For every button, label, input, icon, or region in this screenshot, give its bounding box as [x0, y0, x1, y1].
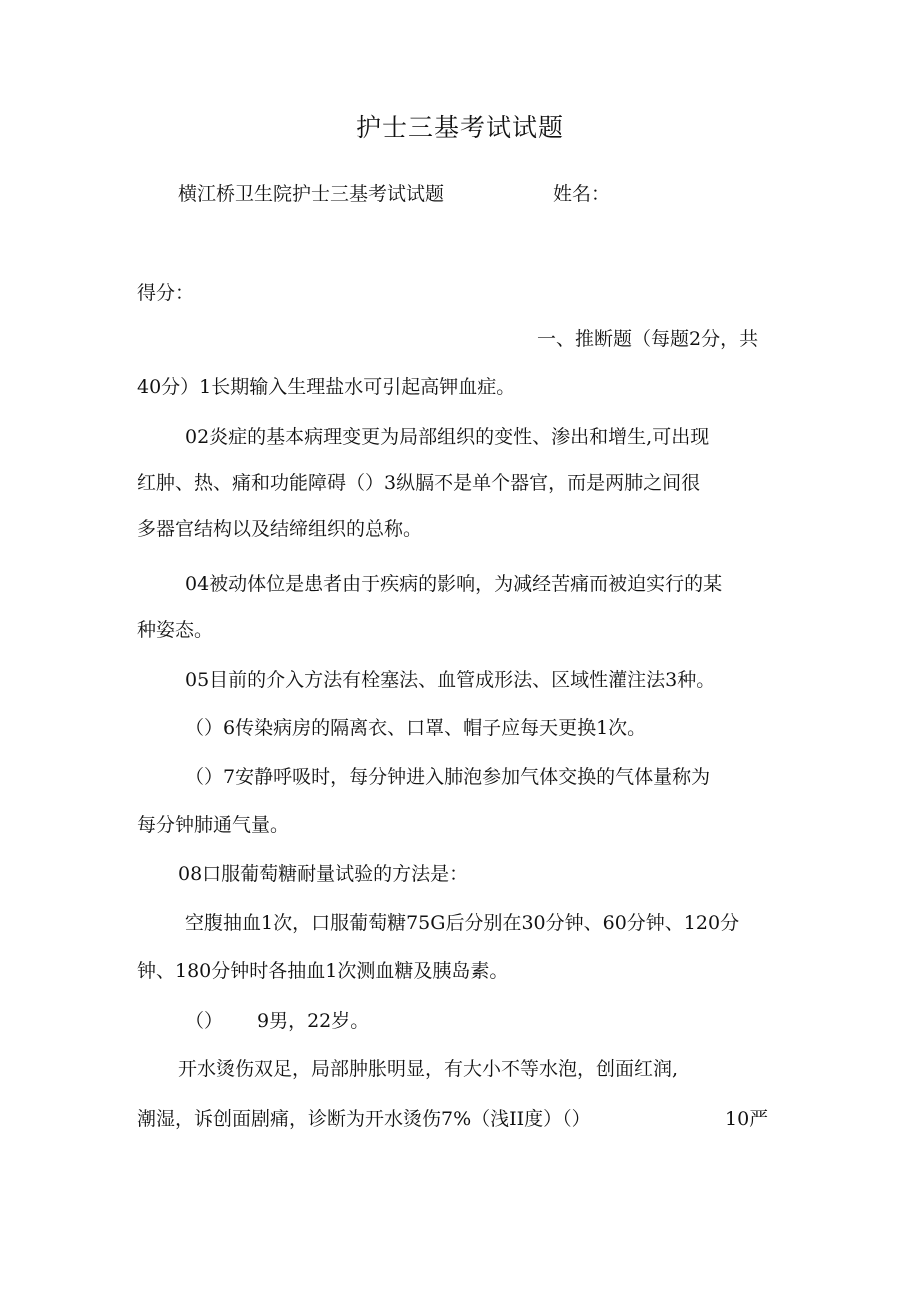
question-9-line-3: 潮湿，诉创面剧痛，诊断为开水烫伤7%（浅II度）（）: [137, 1108, 591, 1130]
question-8-line-2: 空腹抽血1次，口服葡萄糖75G后分别在30分钟、60分钟、120分: [185, 912, 740, 934]
score-label: 得分：: [137, 282, 195, 304]
question-8-line-3: 钟、180分钟时各抽血1次测血糖及胰岛素。: [137, 960, 509, 982]
question-4-line-2: 种姿态。: [137, 619, 214, 641]
question-3-line-2: 多器官结构以及结缔组织的总称。: [137, 518, 423, 540]
question-2-line-2: 红肿、热、痛和功能障碍（）3纵膈不是单个器官，而是两肺之间很: [137, 472, 701, 494]
question-9-bracket: （）: [185, 1010, 224, 1032]
question-8-line-1: 08口服葡萄糖耐量试验的方法是：: [178, 863, 469, 885]
question-5: 05目前的介入方法有栓塞法、血管成形法、区域性灌注法3种。: [185, 669, 716, 691]
section-heading-continued: 40分）1长期输入生理盐水可引起高钾血症。: [137, 376, 516, 398]
question-2-line-1: 02炎症的基本病理变更为局部组织的变性、渗出和增生,可出现: [185, 426, 710, 448]
page-title: 护士三基考试试题: [355, 113, 564, 142]
question-7-line-2: 每分钟肺通气量。: [137, 814, 290, 836]
question-7-line-1: （）7安静呼吸时，每分钟进入肺泡参加气体交换的气体量称为: [185, 766, 711, 788]
question-4-line-1: 04被动体位是患者由于疾病的影响，为减经苦痛而被迫实行的某: [185, 573, 723, 595]
exam-header: 横江桥卫生院护士三基考试试题: [178, 183, 445, 205]
section-heading: 一、推断题（每题2分，共: [537, 328, 759, 350]
question-9-line-1: 9男，22岁。: [257, 1010, 370, 1032]
question-6: （）6传染病房的隔离衣、口罩、帽子应每天更换1次。: [185, 717, 647, 739]
question-10-start: 10严: [725, 1108, 769, 1130]
question-9-line-2: 开水烫伤双足，局部肿胀明显，有大小不等水泡，创面红润,: [178, 1058, 679, 1080]
name-label: 姓名：: [553, 183, 611, 205]
